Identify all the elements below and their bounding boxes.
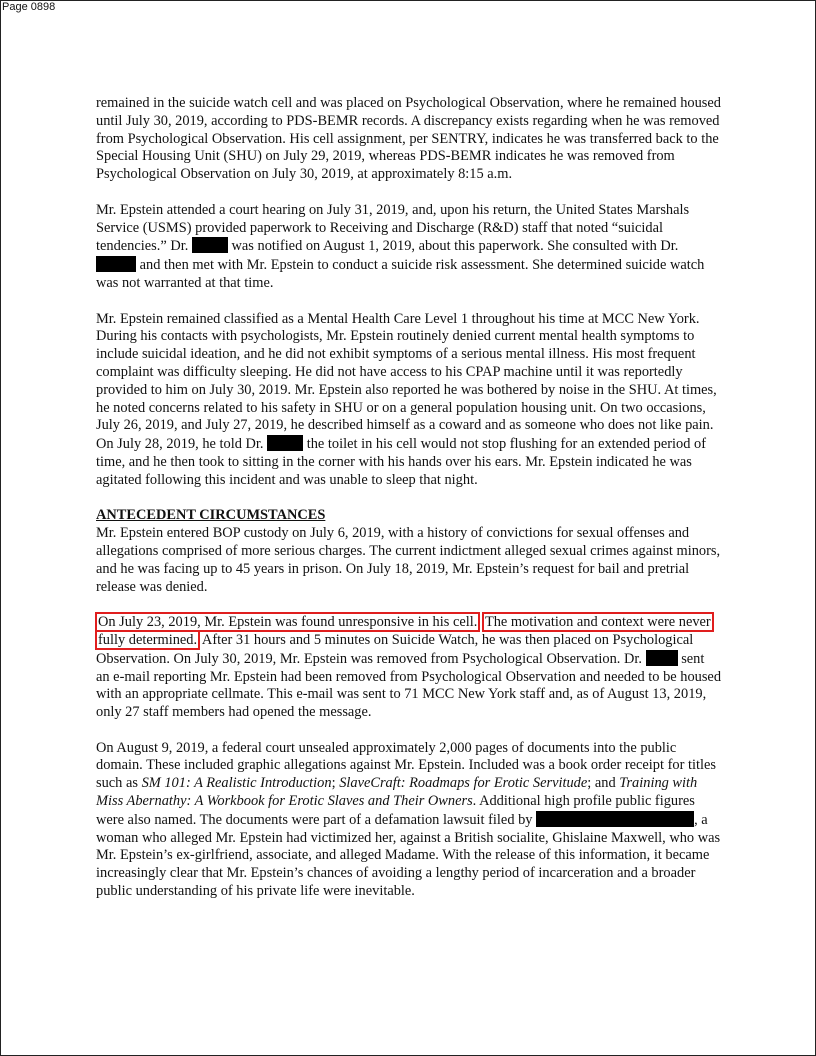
text-segment: and then met with Mr. Epstein to conduct a suicide risk assessment. She determined suicide watch was not warranted at that time. <box>96 257 705 291</box>
paragraph-court-hearing <box>96 202 721 293</box>
paragraph-unsealed-documents <box>96 740 721 901</box>
text-segment: On August 9, 2019, a federal court unsealed approximately 2,000 pages of documents into the public domain. These included graphic allegations against Mr. Epstein. Included was a book order receipt for titles such as <box>96 739 716 792</box>
book-title: SM 101: A Realistic Introduction <box>141 775 332 792</box>
paragraph-july-23 <box>96 614 721 722</box>
text-segment: was notified on August 1, 2019, about this paperwork. She consulted with Dr. <box>231 238 679 255</box>
document-body <box>96 95 721 919</box>
text-segment: . Additional high profile public figures were also named. The documents were part of a defamation lawsuit filed by <box>96 793 695 828</box>
text-segment: , a woman who alleged Mr. Epstein had victimized her, against a British socialite, Ghislaine Maxwell, who was Mr. Epstein’s ex-girlfriend, associate, and alleged Madame. With the release of this information, it became increasingly clear that Mr. Epstein’s chances of avoiding a lengthy period of incarceration and a broader public understanding of his private life were inevitable. <box>96 811 721 900</box>
redaction-block <box>267 435 303 451</box>
paragraph-bop-custody: Mr. Epstein entered BOP custody on July 6, 2019, with a history of convictions for sexual offenses and allegations comprised of more serious charges. The current indictment alleged sexual crimes against minors, and he was facing up to 45 years in prison. On July 18, 2019, Mr. Epstein’s request for bail and pretrial release was denied. <box>96 525 721 595</box>
paragraph-mental-health <box>96 311 721 490</box>
text-segment: sent an e-mail reporting Mr. Epstein had been removed from Psychological Observation and needed to be housed with an appropriate cellmate. This e-mail was sent to 71 MCC New York staff and, as of August 13, 2019, only 27 staff members had opened the message. <box>96 650 722 721</box>
text-segment: the toilet in his cell would not stop flushing for an extended period of time, and he then took to sitting in the corner with his hands over his ears. Mr. Epstein indicated he was agitated following this incident and was unable to sleep that night. <box>96 436 706 488</box>
redaction-block <box>646 650 678 666</box>
text-segment: ; and <box>587 775 616 792</box>
text-segment: Mr. Epstein attended a court hearing on July 31, 2019, and, upon his return, the United States Marshals Service (USMS) provided paperwork to Receiving and Discharge (R&D) staff that noted “suicidal tendencies.” Dr. <box>96 201 690 255</box>
section-heading: ANTECEDENT CIRCUMSTANCES <box>96 507 326 524</box>
book-title: Training with Miss Abernathy: A Workbook for Erotic Slaves and Their Owners <box>96 775 698 810</box>
paragraph-psych-observation: remained in the suicide watch cell and was placed on Psychological Observation, where he remained housed until July 30, 2019, according to PDS-BEMR records. A discrepancy exists regarding when he was removed from Psychological Observation. His cell assignment, per SENTRY, indicates he was transferred back to the Special Housing Unit (SHU) on July 29, 2019, whereas PDS-BEMR indicates he was removed from Psychological Observation on July 30, 2019, at approximately 8:15 a.m. <box>96 95 721 183</box>
text-segment: ; <box>331 775 336 792</box>
redaction-block <box>192 237 228 253</box>
redaction-block <box>536 811 694 827</box>
highlight-unresponsive: On July 23, 2019, Mr. Epstein was found unresponsive in his cell. <box>95 612 480 632</box>
redaction-block <box>96 256 136 272</box>
highlight-motivation: The motivation and context were never fully determined. <box>95 612 714 650</box>
book-title: SlaveCraft: Roadmaps for Erotic Servitude <box>339 775 588 792</box>
text-segment: After 31 hours and 5 minutes on Suicide Watch, he was then placed on Psychological Observation. On July 30, 2019, Mr. Epstein was removed from Psychological Observation. Dr. <box>96 631 694 667</box>
text-segment: Mr. Epstein remained classified as a Mental Health Care Level 1 throughout his time at MCC New York. During his contacts with psychologists, Mr. Epstein routinely denied current mental health symptoms to include suicidal ideation, and he did not exhibit symptoms of a serious mental illness. His most frequent complaint was difficulty sleeping. He did not have access to his CPAP machine until it was reportedly provided to him on July 30, 2019. Mr. Epstein also reported he was bothered by noise in the SHU. At times, he noted concerns related to his safety in SHU or on a general population housing unit. On two occasions, July 26, 2019, and July 27, 2019, he described himself as a coward and as someone who does not like pain. On July 28, 2019, he told Dr. <box>96 310 717 453</box>
page-number-label: Page 0898 <box>2 1 56 13</box>
